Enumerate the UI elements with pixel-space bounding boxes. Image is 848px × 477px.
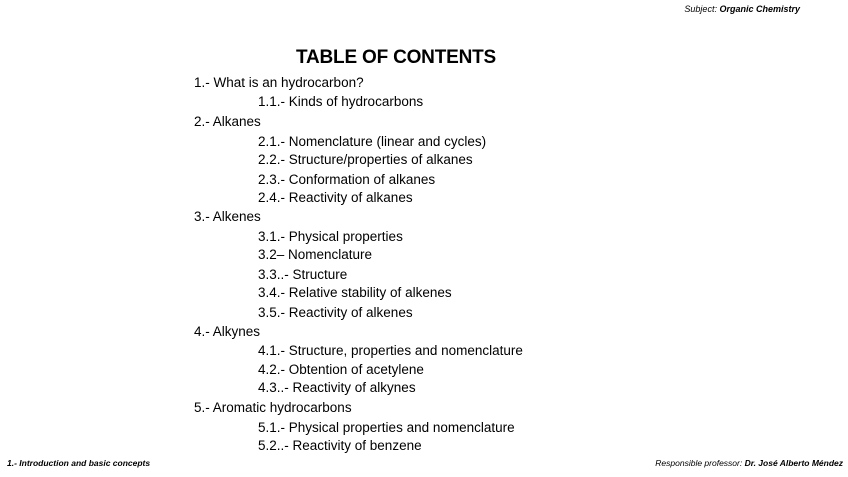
toc-item: 4.- Alkynes <box>194 324 261 339</box>
toc-item: 4.2.- Obtention of acetylene <box>258 362 424 377</box>
toc-item: 3.5.- Reactivity of alkenes <box>258 305 413 320</box>
toc-item: 3.2– Nomenclature <box>258 247 373 262</box>
toc-item: 4.1.- Structure, properties and nomenclature <box>258 343 523 358</box>
toc-item: 3.4.- Relative stability of alkenes <box>258 285 452 300</box>
subject-label: Subject: <box>684 4 717 14</box>
toc-item: 1.1.- Kinds of hydrocarbons <box>258 94 424 109</box>
toc-item: 5.- Aromatic hydrocarbons <box>194 400 352 415</box>
toc-item: 3.- Alkenes <box>194 209 261 224</box>
toc-item: 2.- Alkanes <box>194 114 261 129</box>
footer-chapter: 1.- Introduction and basic concepts <box>7 458 151 468</box>
toc-item: 3.3..- Structure <box>258 267 348 282</box>
toc-item: 4.3..- Reactivity of alkynes <box>258 380 416 395</box>
subject-value: Organic Chemistry <box>719 4 800 14</box>
toc-item: 2.3.- Conformation of alkanes <box>258 172 436 187</box>
footer-professor-name: Dr. José Alberto Méndez <box>744 458 843 468</box>
page-title: TABLE OF CONTENTS <box>296 47 496 68</box>
footer-professor-label: Responsible professor: <box>655 458 743 468</box>
footer-professor <box>655 458 843 468</box>
toc-item: 2.1.- Nomenclature (linear and cycles) <box>258 134 487 149</box>
toc-item: 2.4.- Reactivity of alkanes <box>258 190 413 205</box>
toc-item: 5.1.- Physical properties and nomenclature <box>258 420 515 435</box>
toc-item: 1.- What is an hydrocarbon? <box>194 75 364 90</box>
subject-header <box>684 4 800 14</box>
toc-item: 2.2.- Structure/properties of alkanes <box>258 152 473 167</box>
toc-item: 5.2..- Reactivity of benzene <box>258 438 422 453</box>
toc-item: 3.1.- Physical properties <box>258 229 403 244</box>
